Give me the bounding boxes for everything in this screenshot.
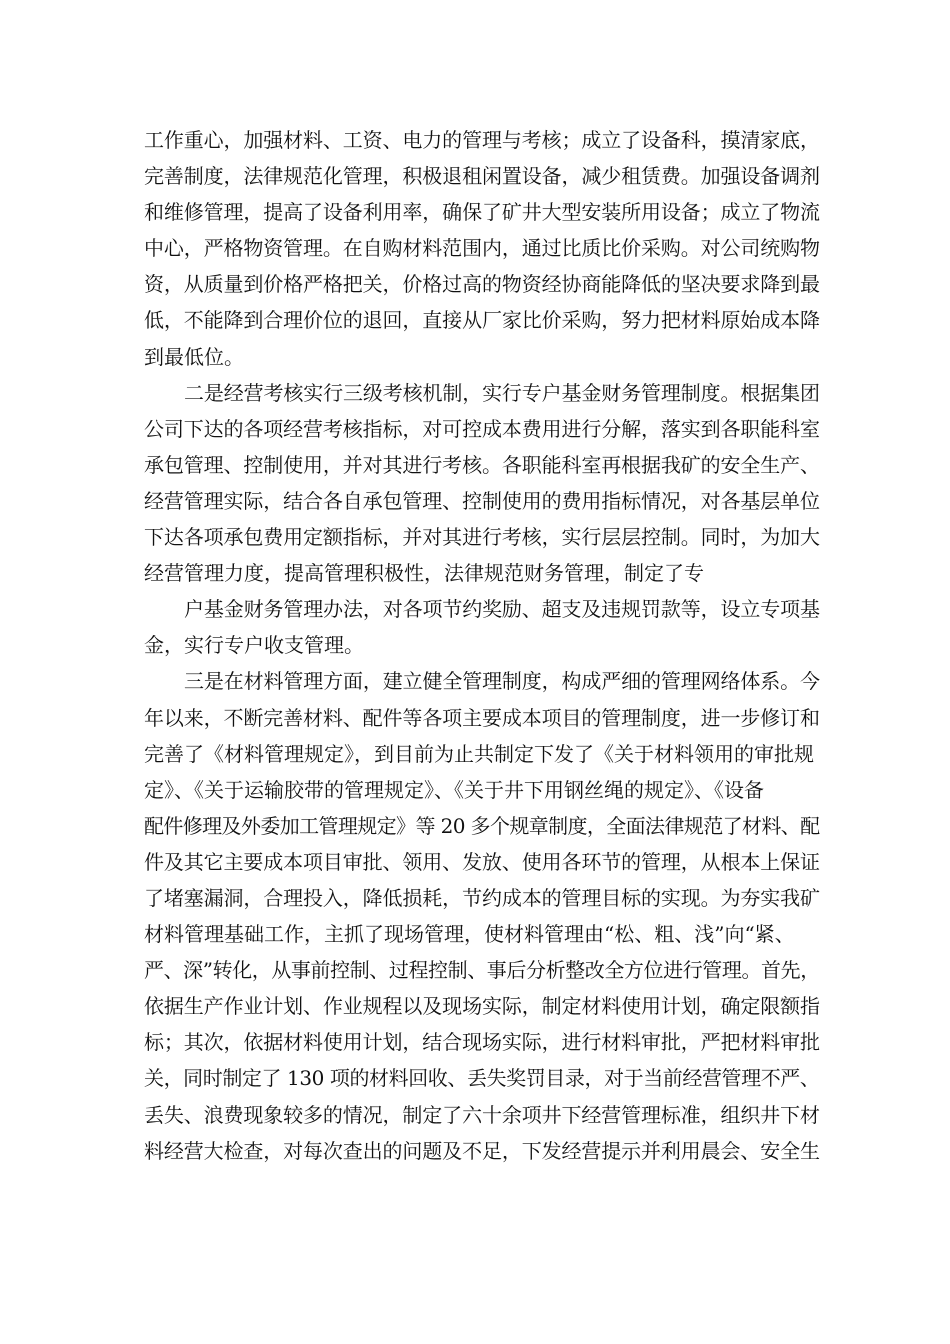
text-line: 金，实行专户收支管理。 bbox=[144, 633, 364, 658]
text-line: 完善制度，法律规范化管理，积极退租闲置设备，减少租赁费。加强设备调剂 bbox=[144, 164, 820, 189]
text-line: 到最低位。 bbox=[144, 344, 244, 369]
text-line: 下达各项承包费用定额指标，并对其进行考核，实行层层控制。同时，为加大 bbox=[144, 525, 820, 550]
text-line: 件及其它主要成本项目审批、领用、发放、使用各环节的管理，从根本上保证 bbox=[144, 849, 820, 874]
body-text bbox=[144, 122, 820, 1169]
text-line: 二是经营考核实行三级考核机制，实行专户基金财务管理制度。根据集团 bbox=[184, 380, 820, 405]
text-line: 配件修理及外委加工管理规定》等 20 多个规章制度，全面法律规范了材料、配 bbox=[144, 813, 820, 838]
text-line: 依据生产作业计划、作业规程以及现场实际，制定材料使用计划，确定限额指 bbox=[144, 994, 820, 1019]
text-line: 工作重心，加强材料、工资、电力的管理与考核；成立了设备科，摸清家底， bbox=[144, 128, 820, 152]
text-line: 了堵塞漏洞，合理投入，降低损耗，节约成本的管理目标的实现。为夯实我矿 bbox=[144, 885, 820, 910]
text-line: 完善了《材料管理规定》，到目前为止共制定下发了《关于材料领用的审批规 bbox=[144, 741, 814, 766]
text-line: 经营管理实际，结合各自承包管理、控制使用的费用指标情况，对各基层单位 bbox=[144, 488, 820, 513]
text-line: 定》、《关于运输胶带的管理规定》、《关于井下用钢丝绳的规定》、《设备 bbox=[144, 777, 764, 802]
text-line: 承包管理、控制使用，并对其进行考核。各职能科室再根据我矿的安全生产、 bbox=[144, 452, 820, 477]
text-line: 公司下达的各项经营考核指标，对可控成本费用进行分解，落实到各职能科室 bbox=[144, 416, 820, 441]
text-line: 材料管理基础工作，主抓了现场管理，使材料管理由“松、粗、浅”向“紧、 bbox=[144, 922, 795, 947]
text-line: 资，从质量到价格严格把关，价格过高的物资经协商能降低的坚决要求降到最 bbox=[144, 272, 820, 297]
text-line: 中心，严格物资管理。在自购材料范围内，通过比质比价采购。对公司统购物 bbox=[144, 236, 820, 261]
text-line: 标；其次，依据材料使用计划，结合现场实际，进行材料审批，严把材料审批 bbox=[144, 1030, 820, 1055]
text-line: 和维修管理，提高了设备利用率，确保了矿井大型安装所用设备；成立了物流 bbox=[144, 200, 820, 225]
text-line: 料经营大检查，对每次查出的问题及不足，下发经营提示并利用晨会、安全生 bbox=[144, 1138, 820, 1163]
text-line: 户基金财务管理办法，对各项节约奖励、超支及违规罚款等，设立专项基 bbox=[184, 597, 820, 622]
text-line: 丢失、浪费现象较多的情况，制定了六十余项井下经营管理标准，组织井下材 bbox=[144, 1102, 820, 1127]
text-line: 低，不能降到合理价位的退回，直接从厂家比价采购，努力把材料原始成本降 bbox=[144, 308, 820, 333]
text-line: 严、深”转化，从事前控制、过程控制、事后分析整改全方位进行管理。首先， bbox=[144, 958, 820, 983]
text-line: 经营管理力度，提高管理积极性，法律规范财务管理，制定了专 bbox=[144, 561, 704, 586]
text-line: 关，同时制定了 130 项的材料回收、丢失奖罚目录，对于当前经营管理不严、 bbox=[144, 1066, 820, 1091]
text-line: 三是在材料管理方面，建立健全管理制度，构成严细的管理网络体系。今 bbox=[184, 669, 820, 694]
text-line: 年以来，不断完善材料、配件等各项主要成本项目的管理制度，进一步修订和 bbox=[144, 705, 820, 730]
